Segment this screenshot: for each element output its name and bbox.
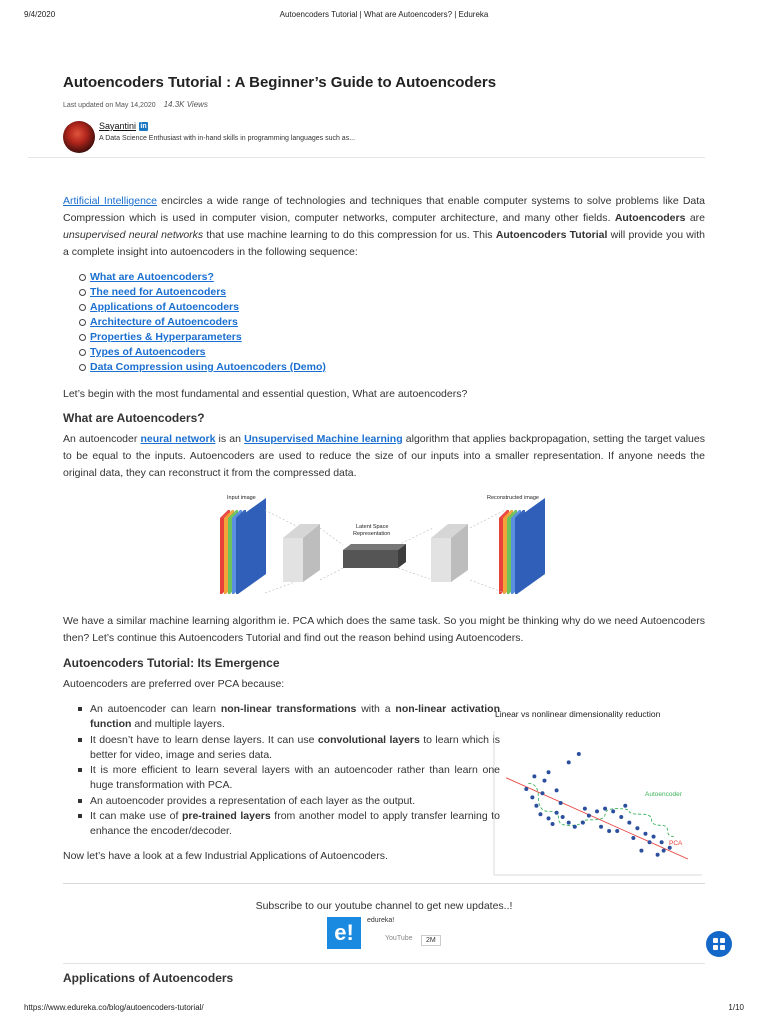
data-point <box>627 821 631 825</box>
bullet-text: from another model to apply transfer learning to enhance the encoder/decoder. <box>90 810 500 838</box>
data-point <box>631 836 635 840</box>
data-point <box>542 779 546 783</box>
bullet-text: to learn which is better for video, image and series data. <box>90 733 501 761</box>
print-doc-title: Autoencoders Tutorial | What are Autoencoders? | Edureka <box>279 10 489 19</box>
pca-paragraph: We have a similar machine learning algorithm ie. PCA which does the same task. So you might be thinking why do we need Autoencoders then? Let’s continue this Autoencoders Tutorial and find out the reason behind using Autoencoders. <box>63 615 705 644</box>
reasons-list <box>63 702 500 840</box>
latent-label-line-1: Latent Space <box>356 524 389 530</box>
data-point <box>532 774 536 778</box>
data-point <box>547 770 551 774</box>
data-point <box>599 825 603 829</box>
artificial-intelligence-link[interactable]: Artificial Intelligence <box>63 195 158 207</box>
bullet-bold: convolutional layers <box>317 733 420 746</box>
linkedin-icon[interactable]: in <box>140 123 147 130</box>
bullet-text: An autoencoder provides a representation of each layer as the output. <box>90 794 416 807</box>
last-updated: Last updated on May 14,2020 <box>63 102 156 109</box>
list-item <box>90 702 500 733</box>
intro-text-4: will provide you with a complete insight into autoencoders in the following sequence: <box>63 229 705 258</box>
bullet-bold: non-linear activation function <box>90 703 501 731</box>
data-point <box>567 760 571 764</box>
author-bio: A Data Science Enthusiast with in-hand skills in programming languages such as... <box>99 135 356 142</box>
divider <box>28 157 705 158</box>
data-point <box>581 821 585 825</box>
grid-icon <box>720 938 725 943</box>
list-item <box>90 300 490 315</box>
divider <box>63 883 705 884</box>
intro-text-2: are <box>685 212 705 224</box>
data-point <box>619 815 623 819</box>
grid-icon <box>720 945 725 950</box>
toc-link[interactable]: Types of Autoencoders <box>90 346 206 358</box>
intro-bold-autoencoders: Autoencoders <box>614 212 686 224</box>
list-item <box>90 345 490 360</box>
bullet-bold: non-linear transformations <box>220 703 357 715</box>
grid-menu-button[interactable] <box>706 931 732 957</box>
toc-link[interactable]: Properties & Hyperparameters <box>90 331 242 343</box>
data-point <box>603 807 607 811</box>
autoencoder-label: Autoencoder <box>645 791 682 798</box>
what-paragraph <box>63 431 705 482</box>
toc-link[interactable]: The need for Autoencoders <box>90 286 227 298</box>
section-heading-what: What are Autoencoders? <box>63 411 205 425</box>
intro-text-3: that use machine learning to do this compression for us. This <box>203 229 496 241</box>
data-point <box>567 821 571 825</box>
data-point <box>540 791 544 795</box>
author-name-link[interactable] <box>99 121 148 131</box>
intro-paragraph <box>63 193 705 261</box>
encoder-layer-block <box>283 524 320 582</box>
data-point <box>611 809 615 813</box>
section-heading-applications: Applications of Autoencoders <box>63 971 234 985</box>
bullet-text: It is more efficient to learn several layers with an autoencoder rather than learn one huge transformation with PCA. <box>90 764 500 792</box>
lets-begin-text: Let’s begin with the most fundamental and essential question, What are autoencoders? <box>63 388 468 400</box>
bullet-bold: pre-trained layers <box>181 810 271 823</box>
data-point <box>573 825 577 829</box>
list-item <box>90 794 500 809</box>
data-point <box>555 788 559 792</box>
latent-space-block <box>343 544 406 568</box>
data-point <box>660 840 664 844</box>
unsupervised-ml-link[interactable]: Unsupervised Machine learning <box>244 433 403 445</box>
industrial-applications-text: Now let’s have a look at a few Industrial Applications of Autoencoders. <box>63 850 388 862</box>
bullet-text: It can make use of <box>90 810 182 823</box>
what-text-1: An autoencoder <box>63 433 141 445</box>
data-point <box>534 804 538 808</box>
data-point <box>551 822 555 826</box>
data-point <box>547 816 551 820</box>
youtube-label[interactable]: YouTube <box>385 935 413 942</box>
toc-link[interactable]: Architecture of Autoencoders <box>90 316 238 328</box>
subscribe-text: Subscribe to our youtube channel to get new updates..! <box>255 900 513 912</box>
bullet-text: with a <box>356 703 396 715</box>
edureka-logo[interactable]: e! <box>327 917 361 949</box>
print-date: 9/4/2020 <box>24 10 56 19</box>
data-point <box>615 829 619 833</box>
pca-label: PCA <box>669 840 683 847</box>
divider <box>63 963 705 964</box>
article-header <box>63 72 705 155</box>
list-item <box>90 360 490 375</box>
channel-name[interactable]: edureka! <box>367 917 395 924</box>
data-point <box>524 787 528 791</box>
list-item <box>90 315 490 330</box>
data-point <box>587 814 591 818</box>
list-item <box>90 809 500 840</box>
bullet-text: and multiple layers. <box>131 718 225 731</box>
data-point <box>595 809 599 813</box>
grid-icon <box>713 938 718 943</box>
toc-link[interactable]: Data Compression using Autoencoders (Demo) <box>90 361 326 373</box>
data-point <box>559 801 563 805</box>
what-text-2: is an <box>215 433 245 445</box>
toc-link[interactable]: What are Autoencoders? <box>90 271 214 283</box>
bullet-text: An autoencoder can learn <box>90 703 221 715</box>
article-meta <box>63 100 705 109</box>
page-title: Autoencoders Tutorial : A Beginner’s Guide to Autoencoders <box>63 74 497 91</box>
intro-text-1: encircles a wide range of technologies and techniques that enable computer systems to solve problems like Data Compression which is used in computer vision, computer networks, computer architecture, and many other fields. <box>63 195 705 224</box>
page-number: 1/10 <box>728 1003 744 1012</box>
avatar[interactable] <box>63 121 95 153</box>
subscriber-count: 2M <box>421 935 441 946</box>
what-text-3: algorithm that applies backpropagation, setting the target values to be equal to the inputs. Autoencoders are used to reduce the size of our inputs into a smaller representation. If anyone needs the original data, they can reconstruct it from the compressed data. <box>63 433 705 479</box>
data-point <box>530 795 534 799</box>
data-point <box>583 807 587 811</box>
data-point <box>635 826 639 830</box>
data-point <box>648 840 652 844</box>
chart-title: Linear vs nonlinear dimensionality reduction <box>495 709 661 719</box>
preferred-text: Autoencoders are preferred over PCA because: <box>63 678 285 690</box>
list-item <box>90 285 490 300</box>
data-point <box>623 804 627 808</box>
autoencoder-diagram <box>215 490 560 602</box>
latent-label-line-2: Representation <box>353 531 391 537</box>
reconstructed-image-label: Reconstructed image <box>487 495 539 501</box>
view-count: 14.3K Views <box>163 100 208 109</box>
intro-italic: unsupervised neural networks <box>63 229 204 241</box>
decoder-layer-block <box>431 524 468 582</box>
data-point <box>538 812 542 816</box>
output-image-stack <box>499 498 545 594</box>
data-point <box>643 832 647 836</box>
list-item <box>90 733 500 764</box>
print-url: https://www.edureka.co/blog/autoencoders-tutorial/ <box>24 1003 204 1012</box>
data-point <box>652 835 656 839</box>
input-image-label: Input image <box>227 495 256 501</box>
input-image-stack <box>220 498 266 594</box>
intro-bold-tutorial: Autoencoders Tutorial <box>495 229 608 241</box>
table-of-contents <box>63 270 490 375</box>
toc-link[interactable]: Applications of Autoencoders <box>90 301 239 313</box>
neural-network-link[interactable]: neural network <box>140 433 216 445</box>
list-item <box>90 270 490 285</box>
bullet-text: It doesn’t have to learn dense layers. It can use <box>90 733 318 746</box>
data-point <box>607 829 611 833</box>
section-heading-emergence: Autoencoders Tutorial: Its Emergence <box>63 656 280 670</box>
list-item <box>90 330 490 345</box>
author-box <box>63 121 705 155</box>
author-name[interactable]: Sayantini <box>99 121 137 131</box>
data-point <box>577 752 581 756</box>
data-point <box>555 811 559 815</box>
data-point <box>561 815 565 819</box>
pca-line <box>506 778 688 859</box>
grid-icon <box>713 945 718 950</box>
list-item <box>90 763 500 794</box>
